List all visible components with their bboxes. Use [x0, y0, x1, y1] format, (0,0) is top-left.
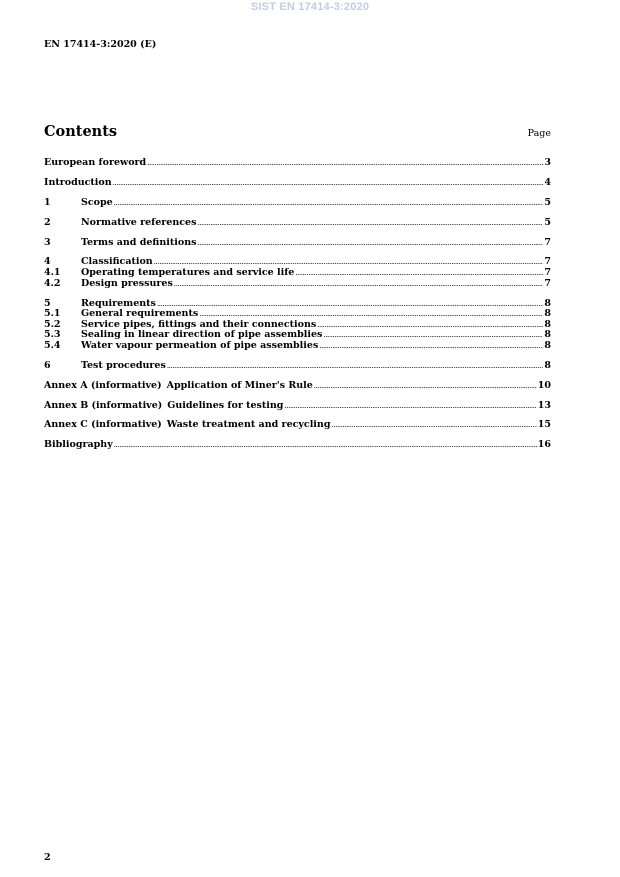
toc-entry-title: Bibliography	[44, 439, 113, 451]
page-number: 2	[44, 852, 51, 863]
leader-dots	[197, 238, 543, 249]
toc-entry-annex-label: Annex B (informative)	[44, 399, 163, 411]
leader-dots	[314, 381, 537, 392]
toc-entry-number: 5.4	[44, 339, 61, 351]
leader-dots	[284, 401, 536, 412]
toc-entry-title: Normative references	[81, 216, 197, 228]
toc-entry-title: Design pressures	[81, 277, 173, 289]
leader-dots	[295, 268, 543, 279]
toc-entry-number: 6	[44, 359, 51, 371]
leader-dots	[319, 341, 543, 352]
toc-entry-annex-b[interactable]	[44, 401, 551, 412]
toc-entry-annex-a[interactable]	[44, 381, 551, 392]
toc-entry-title: Terms and definitions	[81, 236, 197, 248]
toc-entry-title: Application of Miner's Rule	[166, 379, 313, 391]
toc-entry-number: 5.2	[44, 318, 61, 330]
toc-entry-test-procedures[interactable]	[44, 361, 551, 372]
toc-entry-number: 4	[44, 256, 51, 268]
toc-entry-page: 8	[544, 359, 551, 371]
toc-entry-title: Operating temperatures and service life	[81, 267, 295, 279]
leader-dots	[114, 198, 544, 209]
toc-entry-number: 5	[44, 297, 51, 309]
toc-entry-annex-label: Annex C (informative)	[44, 419, 162, 431]
leader-dots	[174, 279, 544, 290]
toc-entry-design-pressures[interactable]	[44, 279, 551, 290]
toc-entry-title: Scope	[81, 196, 113, 208]
toc-entry-title: Waste treatment and recycling	[166, 419, 331, 431]
toc-entry-number: 3	[44, 236, 51, 248]
toc-entry-terms-and-definitions[interactable]	[44, 238, 551, 249]
toc-entry-title: Introduction	[44, 176, 112, 188]
toc-entry-page: 3	[544, 157, 551, 168]
toc-entry-title: European foreword	[44, 157, 147, 168]
toc-entry-page: 16	[537, 439, 551, 451]
toc-entry-number: 5.1	[44, 308, 61, 320]
toc-entry-number: 5.3	[44, 329, 61, 341]
toc-entry-title: Water vapour permeation of pipe assemblies	[81, 339, 319, 351]
toc-entry-scope[interactable]	[44, 198, 551, 209]
toc-entry-page: 8	[544, 308, 551, 320]
toc-entry-page: 7	[544, 256, 551, 268]
toc-entry-title: Test procedures	[81, 359, 166, 371]
toc-entry-bibliography[interactable]	[44, 440, 551, 451]
leader-dots	[197, 218, 543, 229]
leader-dots	[113, 178, 544, 189]
page-column-label: Page	[527, 128, 551, 139]
toc-entry-page: 4	[544, 176, 551, 188]
toc-entry-title: Requirements	[81, 297, 156, 309]
contents-title: Contents	[44, 123, 118, 140]
table-of-contents	[44, 158, 551, 451]
document-id: EN 17414-3:2020 (E)	[44, 39, 157, 50]
toc-entry-page: 7	[544, 277, 551, 289]
toc-entry-page: 8	[544, 329, 551, 341]
toc-entry-number: 4.2	[44, 277, 61, 289]
toc-entry-title: Guidelines for testing	[167, 399, 284, 411]
toc-entry-annex-label: Annex A (informative)	[44, 379, 162, 391]
toc-entry-page: 15	[537, 419, 551, 431]
toc-entry-page: 7	[544, 236, 551, 248]
leader-dots	[317, 320, 543, 331]
toc-entry-page: 5	[544, 196, 551, 208]
toc-entry-normative-references[interactable]	[44, 218, 551, 229]
toc-entry-title: Classification	[81, 256, 153, 268]
leader-dots	[114, 440, 537, 451]
toc-entry-number: 4.1	[44, 267, 61, 279]
leader-dots	[167, 361, 544, 372]
toc-entry-page: 8	[544, 318, 551, 330]
toc-entry-page: 5	[544, 216, 551, 228]
toc-entry-page: 8	[544, 339, 551, 351]
toc-entry-page: 8	[544, 297, 551, 309]
watermark: SIST EN 17414-3:2020	[250, 1, 370, 13]
toc-entry-european-foreword[interactable]	[44, 158, 551, 169]
leader-dots	[331, 420, 536, 431]
leader-dots	[147, 158, 543, 169]
leader-dots	[157, 299, 543, 310]
leader-dots	[323, 330, 543, 341]
toc-entry-title: Sealing in linear direction of pipe assemblies	[81, 329, 323, 341]
toc-entry-title: General requirements	[81, 308, 199, 320]
toc-entry-page: 10	[537, 379, 551, 391]
toc-entry-introduction[interactable]	[44, 178, 551, 189]
toc-entry-page: 7	[544, 267, 551, 279]
toc-entry-number: 2	[44, 216, 51, 228]
toc-entry-page: 13	[537, 399, 551, 411]
toc-entry-number: 1	[44, 196, 51, 208]
toc-entry-annex-c[interactable]	[44, 420, 551, 431]
toc-entry-title: Service pipes, fittings and their connections	[81, 318, 317, 330]
toc-entry-water-vapour-permeation[interactable]	[44, 341, 551, 352]
